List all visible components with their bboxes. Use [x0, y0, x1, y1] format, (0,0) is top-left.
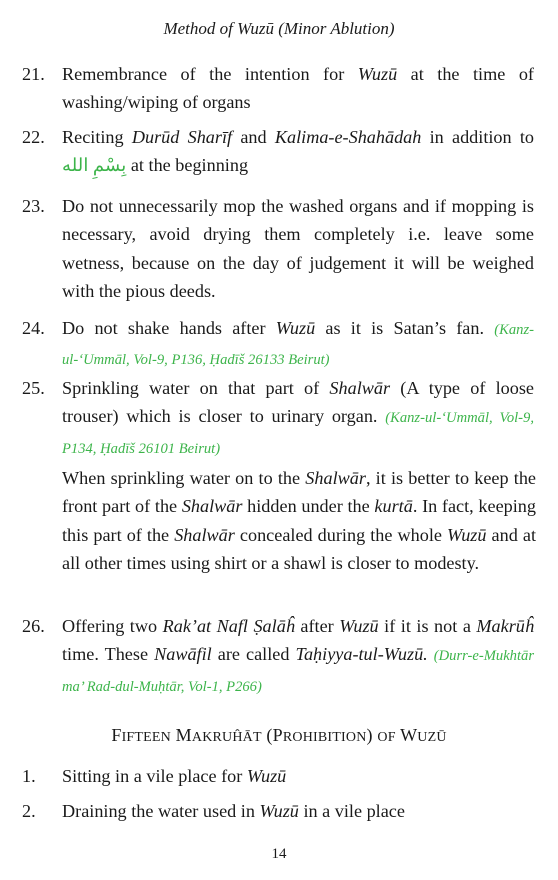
item-number: 22. [22, 127, 45, 147]
italic-term: Wuzū [275, 318, 316, 338]
item-text [62, 314, 534, 375]
text-run: Do not shake hands after [62, 318, 276, 338]
bismillah-arabic: بِسْمِ الله [62, 155, 127, 176]
italic-term: Taḥiyya-tul-Wuzū. [295, 644, 428, 665]
text-run: after [294, 616, 340, 636]
page-number: 14 [271, 846, 287, 862]
text-run: . In fact, keeping this part of the [62, 496, 536, 545]
text-run: time. These [62, 644, 155, 665]
paragraph-25-note [62, 464, 536, 577]
small-caps-run: UZŪ [417, 730, 447, 745]
text-run: as it is Satan’s fan. [315, 318, 495, 338]
text-run: in addition to [421, 127, 535, 147]
text-run: W [395, 725, 418, 745]
reference-citation: (Kanz-ul-‘Ummāl, Vol-9, P136, Ḥadīš 26133 Beirut) [62, 322, 534, 369]
list-item-23 [22, 192, 534, 305]
section-list-item-2 [22, 797, 534, 825]
text-run: Draining the water used in [62, 801, 260, 821]
italic-term: Shalwār [329, 378, 391, 398]
text-run: and [232, 127, 275, 147]
running-head: Method of Wuzū (Minor Ablution) [163, 19, 395, 38]
text-run: and at all other times using shirt or a shawl is closer to modesty. [62, 524, 536, 573]
item-number: 21. [22, 64, 45, 84]
italic-term: Rak’at Nafl Ṣalāĥ [162, 616, 295, 636]
text-run: , it is better to keep the front part of the [62, 468, 536, 517]
italic-term: Shalwār [174, 524, 235, 545]
item-text [62, 612, 534, 701]
list-item-21 [22, 60, 534, 117]
list-item-22 [22, 123, 534, 180]
italic-term: Makrūĥ [476, 616, 534, 636]
text-run: Remembrance of the intention for [62, 64, 358, 84]
italic-term: Kalima-e-Shahādah [274, 127, 422, 147]
text-run: Do not unnecessarily mop the washed organs and if mopping is necessary, avoid drying them completely i.e. leave some wetness, because on the day of judgement it will be weighed with the pious deeds. [62, 196, 534, 301]
item-number: 2. [22, 801, 36, 821]
small-caps-run: OF [377, 730, 396, 745]
item-number: 23. [22, 196, 45, 216]
section-heading [0, 725, 558, 746]
italic-term: Durūd Sharīf [131, 127, 233, 147]
text-run: at the beginning [126, 155, 249, 176]
text-run: Reciting [62, 127, 132, 147]
item-text [62, 374, 534, 463]
reference-citation: (Kanz-ul-‘Ummāl, Vol-9, P134, Ḥadīš 26101 Beirut) [62, 410, 534, 457]
text-run: Offering two [62, 616, 163, 636]
item-number: 1. [22, 766, 36, 786]
text-run: Sitting in a vile place for [62, 766, 247, 786]
item-number: 25. [22, 378, 45, 398]
text-run: (P [261, 725, 283, 745]
text-run: F [111, 725, 122, 745]
text-run: concealed during the whole [234, 524, 448, 545]
reference-citation: (Durr-e-Mukhtār ma’ Rad-dul-Muḥtār, Vol-1, P266) [62, 648, 534, 695]
list-item-25 [22, 374, 534, 463]
item-text [62, 123, 534, 180]
small-caps-run: IFTEEN [121, 730, 171, 745]
list-item-24 [22, 314, 534, 375]
italic-term: Wuzū [259, 801, 299, 821]
italic-term: Wuzū [339, 616, 379, 636]
item-text [62, 797, 534, 825]
text-run: are called [211, 644, 296, 665]
text-run: Sprinkling water on that part of [62, 378, 330, 398]
small-caps-run: AKRUĤĀT [191, 730, 262, 745]
section-list-item-1 [22, 762, 534, 790]
item-text [62, 762, 534, 790]
italic-term: Wuzū [246, 766, 287, 786]
italic-term: Shalwār [305, 468, 366, 488]
italic-term: Shalwār [181, 496, 243, 517]
text-run: M [170, 725, 192, 745]
item-text [62, 192, 534, 305]
italic-term: Nawāfil [154, 644, 212, 665]
text-run: When sprinkling water on to the [62, 468, 306, 488]
text-run: at the time of washing/wiping of organs [62, 64, 534, 113]
text-run: in a vile place [298, 801, 405, 821]
text-run: ) [366, 725, 378, 745]
list-item-26 [22, 612, 534, 701]
italic-term: Wuzū [357, 64, 398, 84]
italic-term: Wuzū [447, 524, 487, 545]
text-run: hidden under the [242, 496, 375, 517]
item-number: 26. [22, 616, 45, 636]
item-number: 24. [22, 318, 45, 338]
italic-term: kurtā [374, 496, 413, 517]
text-run: (A type of loose trouser) which is closer to urinary organ. [62, 378, 534, 427]
item-text [62, 60, 534, 117]
text-run: if it is not a [378, 616, 477, 636]
small-caps-run: ROHIBITION [282, 730, 367, 745]
